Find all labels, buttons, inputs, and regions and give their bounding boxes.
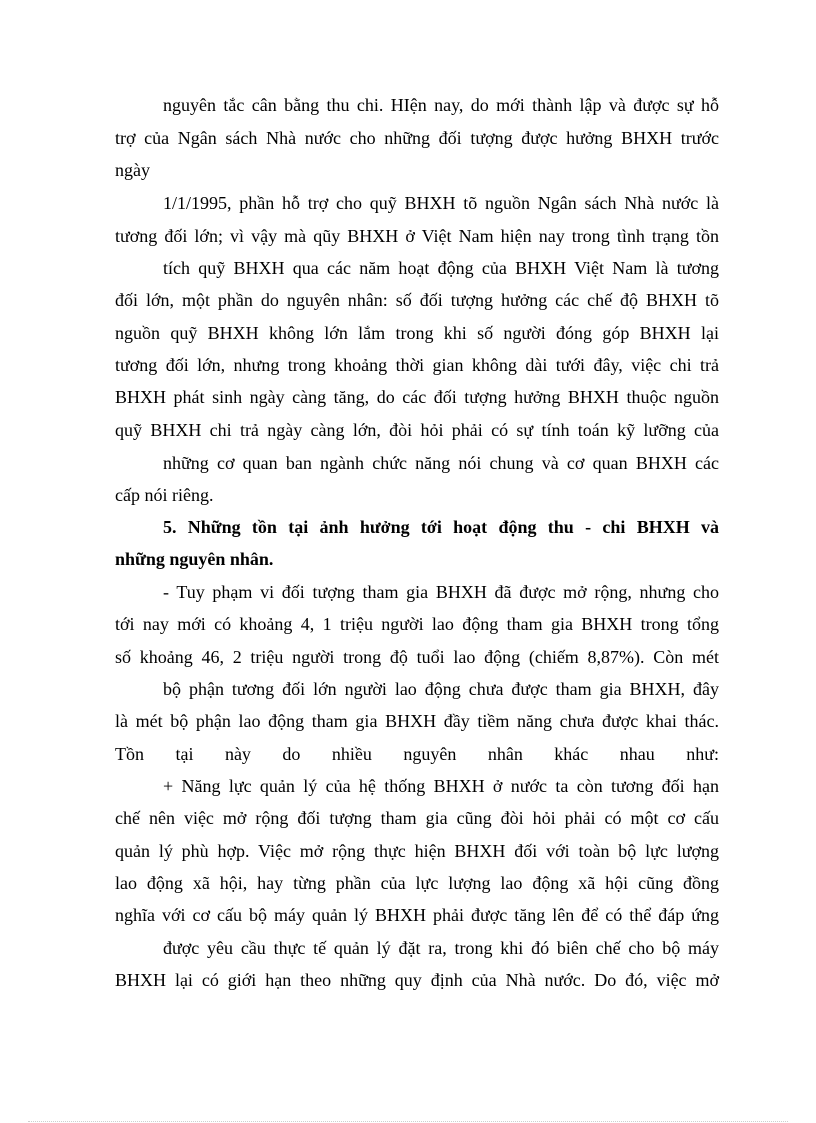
text-line: được yêu cầu thực tế quản lý đặt ra, trong khi đó biên chế cho bộ máy xyxy=(163,938,719,958)
text-line: trợ của Ngân sách Nhà nước cho những đối tượng được hưởng BHXH trước xyxy=(115,128,719,148)
text-line: nghĩa với cơ cấu bộ máy quản lý BHXH phải được tăng lên để có thể đáp ứng xyxy=(115,905,719,925)
text-line: tới nay mới có khoảng 4, 1 triệu người lao động tham gia BHXH trong tổng xyxy=(115,614,719,634)
text-line: + Năng lực quản lý của hệ thống BHXH ở nước ta còn tương đối hạn xyxy=(163,776,719,796)
text-line: ngày xyxy=(115,160,150,180)
text-line: chế nên việc mở rộng đối tượng tham gia cũng đòi hỏi phải có một cơ cấu xyxy=(115,808,719,828)
text-line: nguyên tắc cân bằng thu chi. HIện nay, do mới thành lập và được sự hỗ xyxy=(163,95,719,115)
text-line: tích quỹ BHXH qua các năm hoạt động của BHXH Việt Nam là tương xyxy=(163,258,719,278)
text-line: tương đối lớn, nhưng trong khoảng thời gian không dài tưới đây, việc chi trả xyxy=(115,355,719,375)
text-line: - Tuy phạm vi đối tượng tham gia BHXH đã được mở rộng, nhưng cho xyxy=(163,582,719,602)
text-line: nguồn quỹ BHXH không lớn lắm trong khi số người đóng góp BHXH lại xyxy=(115,323,719,343)
section-heading: những nguyên nhân. xyxy=(115,549,274,569)
text-line: Tồn tại này do nhiều nguyên nhân khác nhau như: xyxy=(115,744,719,764)
text-line: 1/1/1995, phần hỗ trợ cho quỹ BHXH tõ nguồn Ngân sách Nhà nước là xyxy=(163,193,719,213)
text-line: lao động xã hội, hay từng phần của lực lượng lao động xã hội cũng đồng xyxy=(115,873,719,893)
text-line: tương đối lớn; vì vậy mà qũy BHXH ở Việt Nam hiện nay trong tình trạng tồn xyxy=(115,226,719,246)
text-line: số khoảng 46, 2 triệu người trong độ tuổi lao động (chiếm 8,87%). Còn mét xyxy=(115,647,719,667)
text-line: bộ phận tương đối lớn người lao động chưa được tham gia BHXH, đây xyxy=(163,679,719,699)
text-line: BHXH phát sinh ngày càng tăng, do các đối tượng hưởng BHXH thuộc nguồn xyxy=(115,387,719,407)
section-heading: 5. Những tồn tại ảnh hưởng tới hoạt động thu - chi BHXH và xyxy=(163,517,719,537)
text-line: BHXH lại có giới hạn theo những quy định của Nhà nước. Do đó, việc mở xyxy=(115,970,719,990)
text-line: là mét bộ phận lao động tham gia BHXH đầy tiềm năng chưa được khai thác. xyxy=(115,711,719,731)
text-line: những cơ quan ban ngành chức năng nói chung và cơ quan BHXH các xyxy=(163,453,719,473)
text-line: đối lớn, một phần do nguyên nhân: số đối tượng hưởng các chế độ BHXH tõ xyxy=(115,290,719,310)
text-line: quỹ BHXH chi trả ngày càng lớn, đòi hỏi phải có sự tính toán kỹ lưỡng của xyxy=(115,420,719,440)
text-line: quản lý phù hợp. Việc mở rộng thực hiện BHXH đối với toàn bộ lực lượng xyxy=(115,841,719,861)
text-line: cấp nói riêng. xyxy=(115,485,214,505)
page-bottom-divider xyxy=(28,1121,788,1122)
